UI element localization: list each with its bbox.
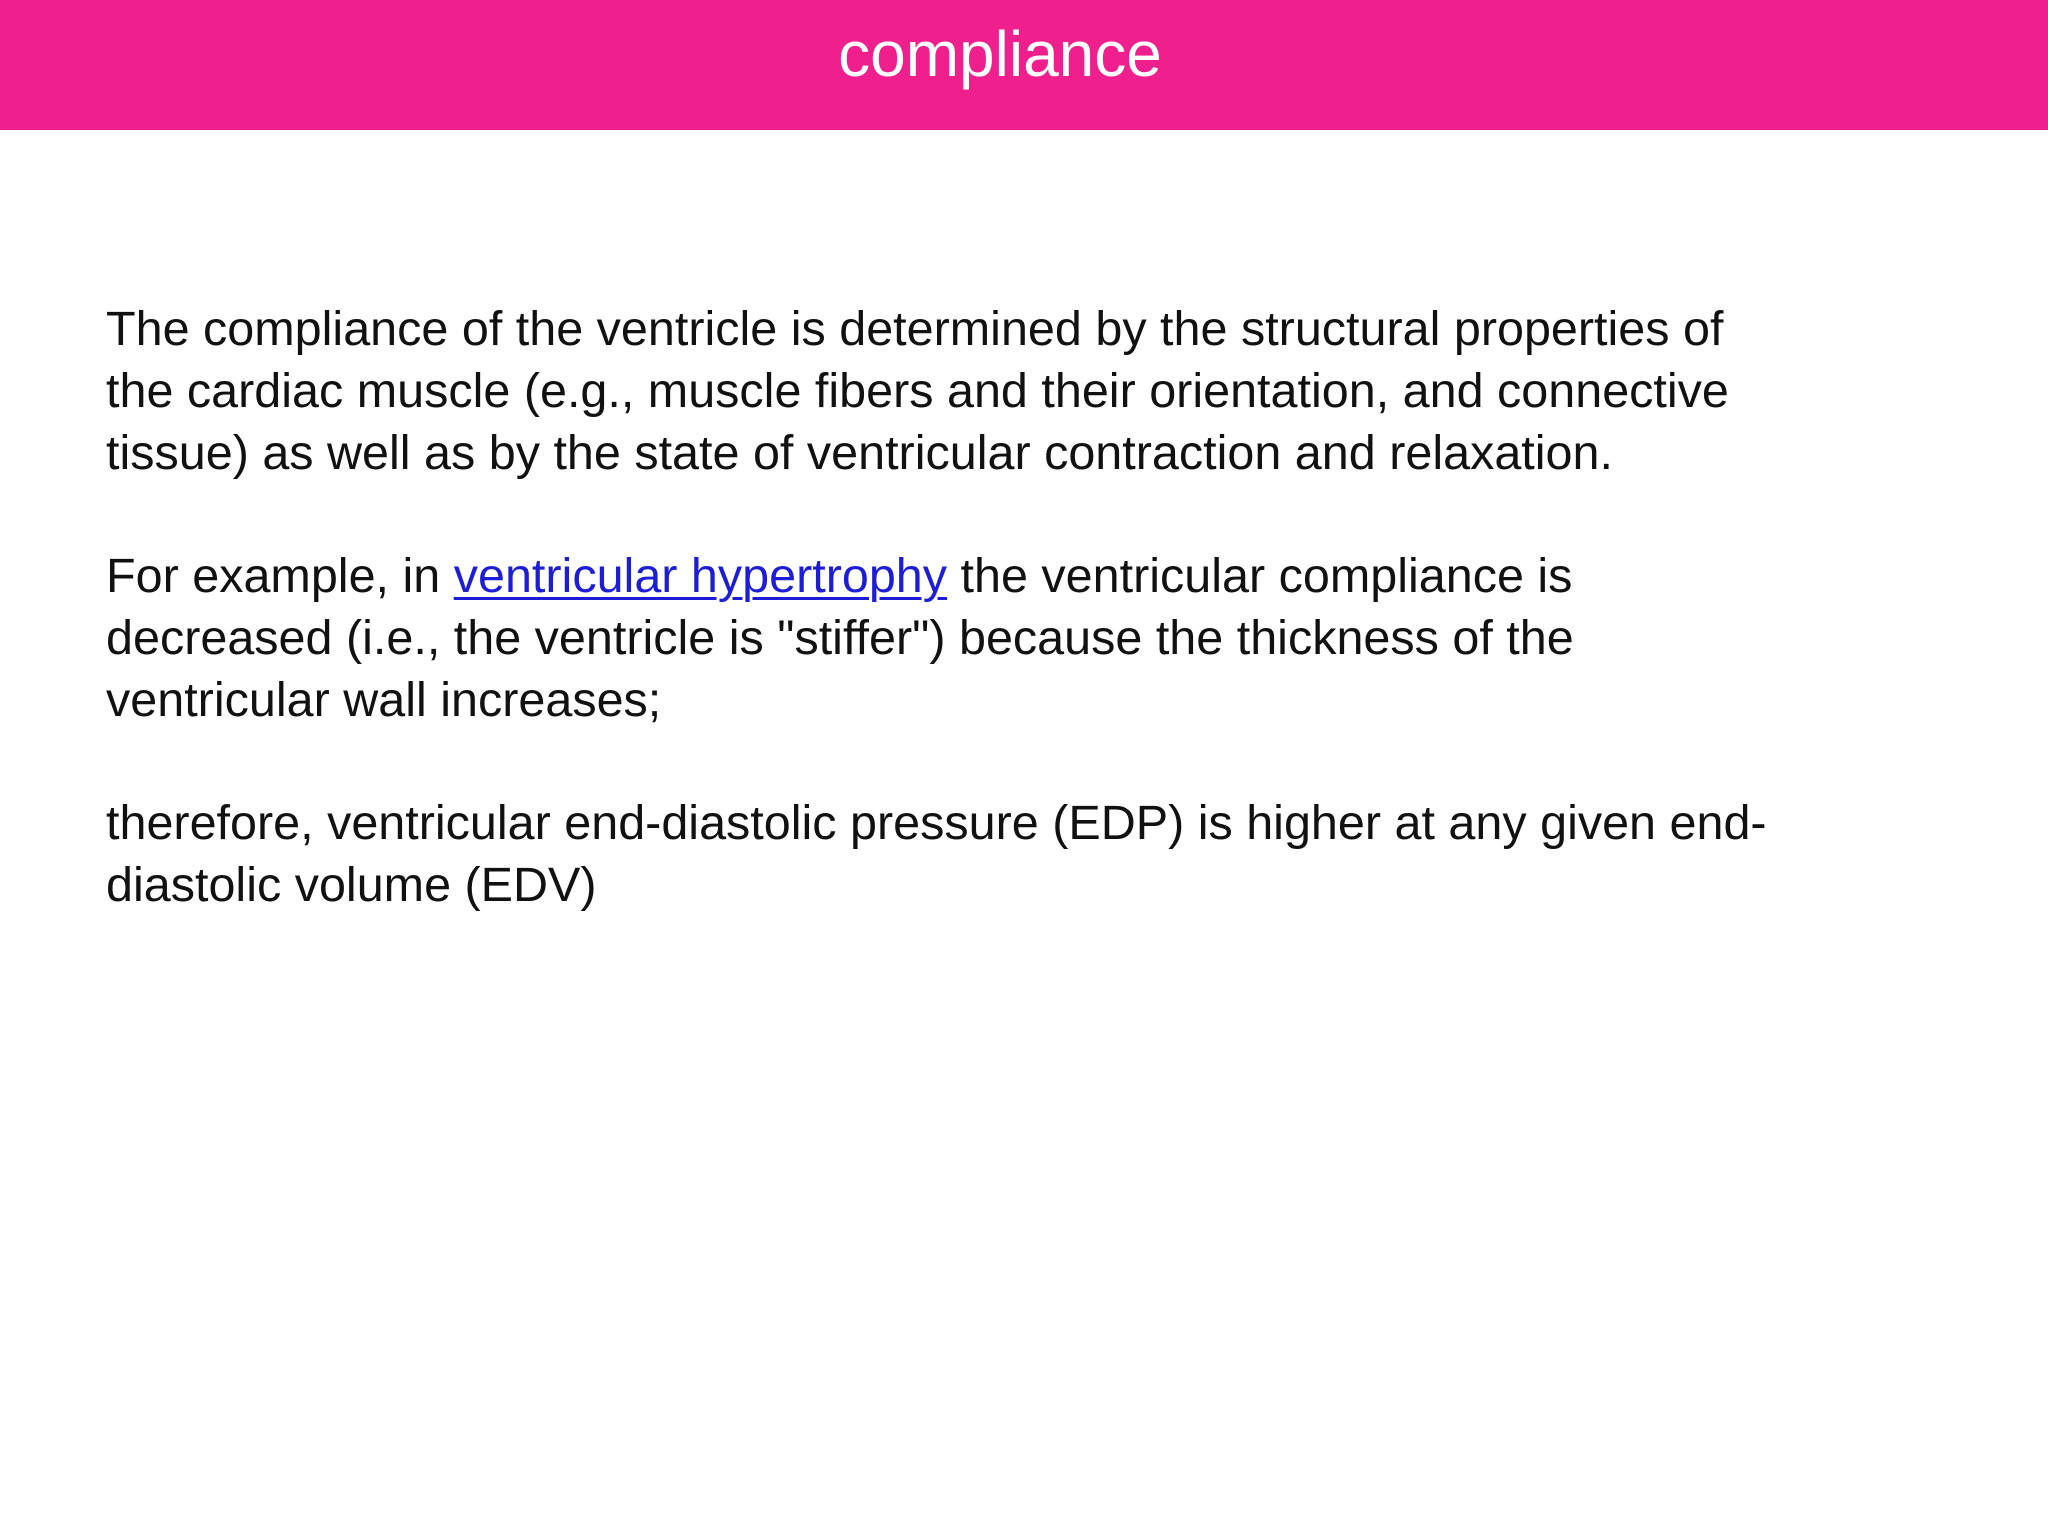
title-bar xyxy=(0,0,2048,130)
text-line xyxy=(106,545,1986,607)
paragraph-compliance-determinants xyxy=(106,298,1986,484)
text-line: therefore, ventricular end-diastolic pressure (EDP) is higher at any given end- xyxy=(106,796,1767,850)
text-line: tissue) as well as by the state of ventricular contraction and relaxation. xyxy=(106,426,1613,480)
paragraph-edp-consequence xyxy=(106,792,1986,916)
text-line: decreased (i.e., the ventricle is "stiffer") because the thickness of the xyxy=(106,611,1574,665)
text-segment: the ventricular compliance is xyxy=(947,549,1573,603)
paragraph-hypertrophy-example xyxy=(106,545,1986,731)
slide-title: compliance xyxy=(838,18,1162,90)
text-segment: For example, in xyxy=(106,549,454,603)
text-line: the cardiac muscle (e.g., muscle fibers and their orientation, and connective xyxy=(106,364,1729,418)
text-line: The compliance of the ventricle is determined by the structural properties of xyxy=(106,302,1724,356)
text-line: diastolic volume (EDV) xyxy=(106,858,597,912)
text-line: ventricular wall increases; xyxy=(106,673,662,727)
ventricular-hypertrophy-link[interactable]: ventricular hypertrophy xyxy=(453,549,948,603)
slide-body xyxy=(106,298,1986,977)
